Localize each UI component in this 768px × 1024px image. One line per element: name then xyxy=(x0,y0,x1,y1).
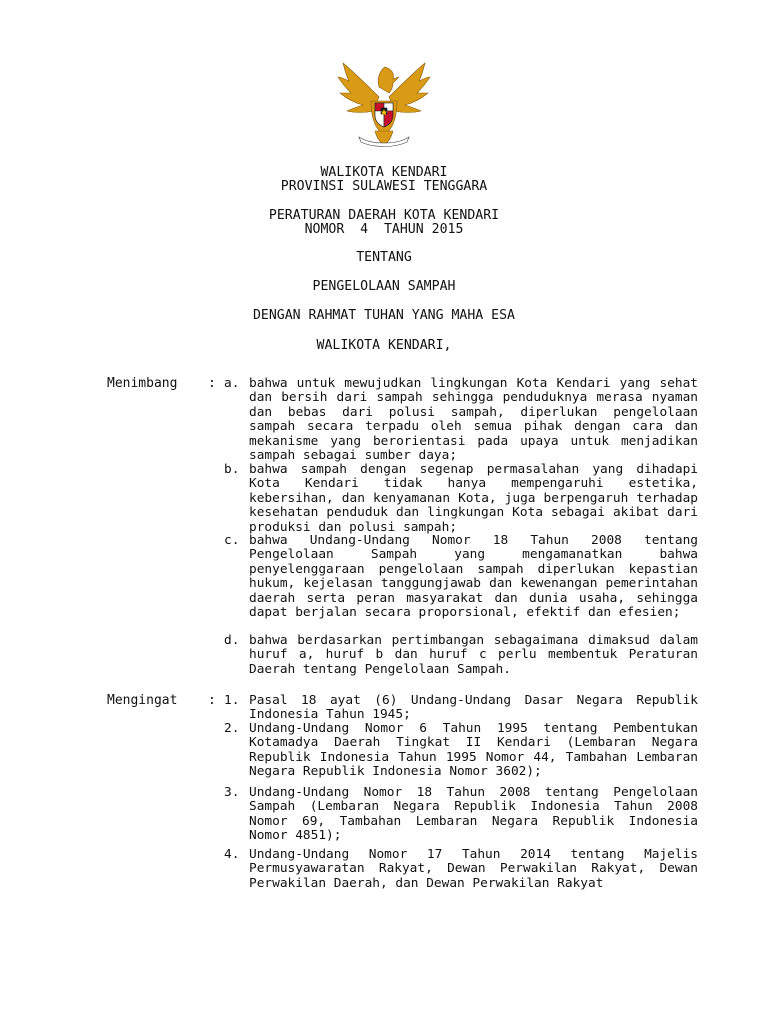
item-text: bahwa berdasarkan pertimbangan sebagaimana dimaksud dalam huruf a, huruf b dan huruf c perlu membentuk Peraturan Daerah tentang Pengelolaan Sampah. xyxy=(249,633,698,677)
mengingat-label: Mengingat xyxy=(107,693,178,708)
item-marker: 3. xyxy=(224,785,240,800)
item-text: Undang-Undang Nomor 6 Tahun 1995 tentang Pembentukan Kotamadya Daerah Tingkat II Kendari (Lembaran Negara Republik Indonesia Tahun 1995 Nomor 44, Tambahan Lembaran Negara Republik Indonesia Nomor 3602); xyxy=(249,721,698,780)
item-text: Undang-Undang Nomor 18 Tahun 2008 tentang Pengelolaan Sampah (Lembaran Negara Republik Indonesia Tahun 2008 Nomor 69, Tambahan Lembaran Negara Republik Indonesia Nomor 4851); xyxy=(249,785,698,844)
menimbang-item-a xyxy=(224,377,698,463)
item-marker: 2. xyxy=(224,721,240,736)
item-marker: b. xyxy=(224,462,240,477)
menimbang-item-b xyxy=(224,463,698,535)
menimbang-item-c xyxy=(224,534,698,620)
menimbang-label: Menimbang xyxy=(107,376,178,391)
mengingat-item-3 xyxy=(224,786,698,844)
issuer-title: WALIKOTA KENDARI xyxy=(320,165,448,180)
item-text: bahwa Undang-Undang Nomor 18 Tahun 2008 tentang Pengelolaan Sampah yang mengamanatkan bahwa penyelenggaraan pengelolaan sampah diperlukan kepastian hukum, kejelasan tanggungjawab dan kewenangan pemerintahan daerah serta peran masyarakat dan dunia usaha, sehingga dapat berjalan secara proporsional, efektif dan efesien; xyxy=(249,533,698,621)
issuer-province: PROVINSI SULAWESI TENGGARA xyxy=(280,179,488,194)
mengingat-item-1 xyxy=(224,694,698,723)
mengingat-item-4 xyxy=(224,848,698,891)
invocation: DENGAN RAHMAT TUHAN YANG MAHA ESA xyxy=(252,308,515,323)
item-text: bahwa untuk mewujudkan lingkungan Kota Kendari yang sehat dan bersih dari sampah sehingga penduduknya merasa nyaman dan bebas dari polusi sampah, diperlukan pengelolaan sampah secara terpadu oleh semua pihak dengan cara dan mekanisme yang berorientasi pada upaya untuk menjadikan sampah sebagai sumber daya; xyxy=(249,376,698,464)
item-marker: 1. xyxy=(224,693,240,708)
mengingat-colon: : xyxy=(208,693,216,708)
item-text: bahwa sampah dengan segenap permasalahan yang dihadapi Kota Kendari tidak hanya mempengaruhi estetika, kebersihan, dan kenyamanan Kota, juga berpengaruh terhadap kesehatan penduduk dan lingkungan Kota sebagai akibat dari produksi dan polusi sampah; xyxy=(249,462,698,535)
item-marker: 4. xyxy=(224,847,240,862)
tentang-heading: TENTANG xyxy=(356,250,412,265)
regulation-number: NOMOR 4 TAHUN 2015 xyxy=(304,222,464,237)
item-text: Pasal 18 ayat (6) Undang-Undang Dasar Negara Republik Indonesia Tahun 1945; xyxy=(249,693,698,723)
item-marker: c. xyxy=(224,533,240,548)
menimbang-item-d xyxy=(224,634,698,677)
regulation-title: PERATURAN DAERAH KOTA KENDARI xyxy=(268,208,500,223)
item-marker: d. xyxy=(224,633,240,648)
regulation-subject: PENGELOLAAN SAMPAH xyxy=(312,279,456,294)
menimbang-colon: : xyxy=(208,376,216,391)
item-text: Undang-Undang Nomor 17 Tahun 2014 tentang Majelis Permusyawaratan Rakyat, Dewan Perwakilan Rakyat, Dewan Perwakilan Daerah, dan Dewan Perwakilan Rakyat xyxy=(249,847,698,891)
mayor-heading: WALIKOTA KENDARI, xyxy=(316,338,452,353)
garuda-emblem-icon xyxy=(335,57,433,149)
mengingat-item-2 xyxy=(224,722,698,780)
item-marker: a. xyxy=(224,376,240,391)
